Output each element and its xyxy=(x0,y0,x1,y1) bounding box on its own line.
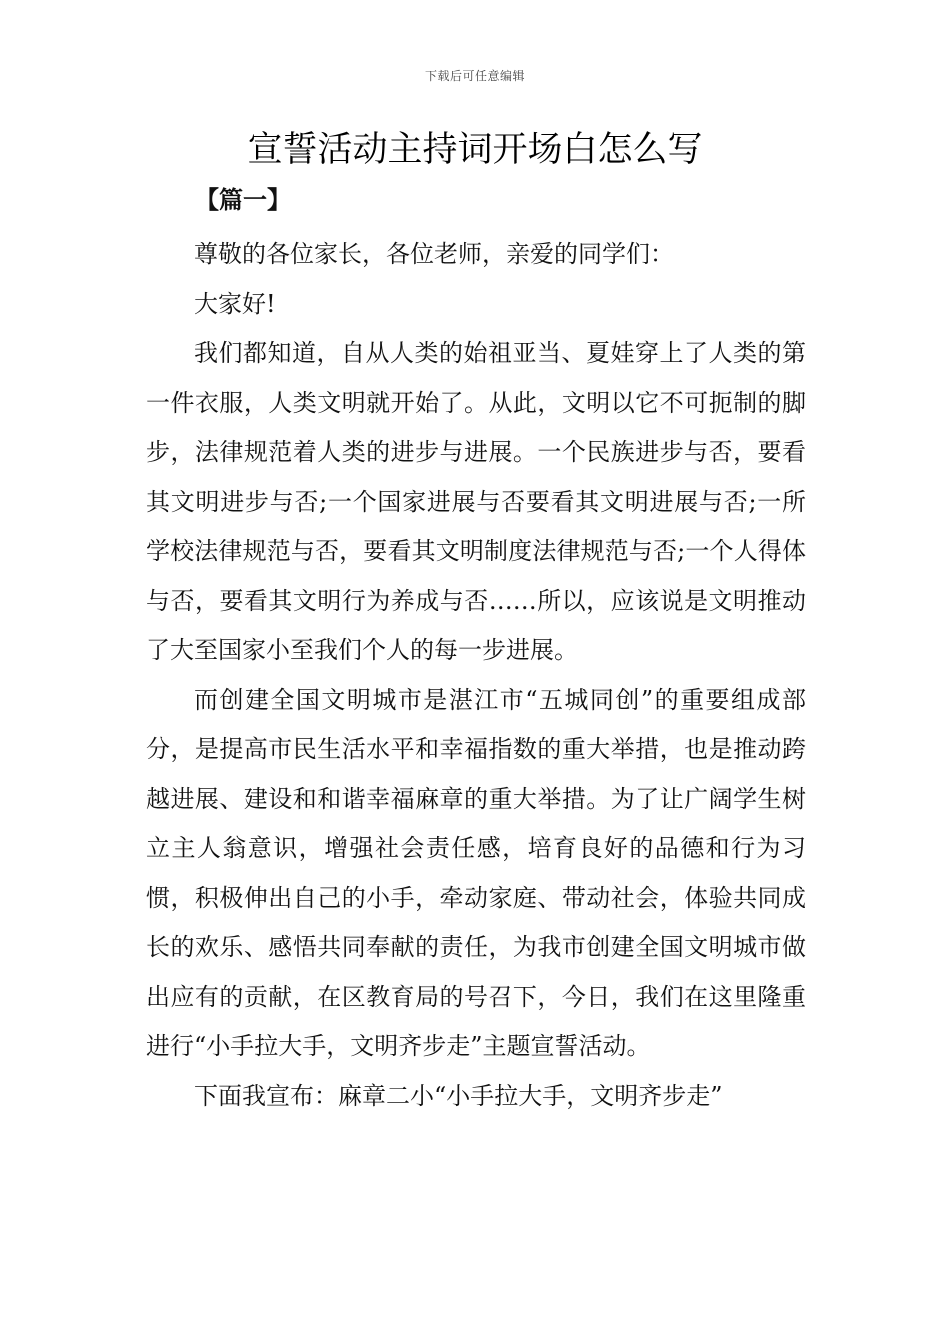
paragraph-city-creation: 而创建全国文明城市是湛江市“五城同创”的重要组成部分，是提高市民生活水平和幸福指数的重大举措，也是推动跨越进展、建设和和谐幸福麻章的重大举措。为了让广阔学生树立主人翁意识，增强社会责任感，培育良好的品德和行为习惯，积极伸出自己的小手，牵动家庭、带动社会，体验共同成长的欢乐、感悟共同奉献的责任，为我市创建全国文明城市做出应有的贡献，在区教育局的号召下，今日，我们在这里隆重进行“小手拉大手，文明齐步走”主题宣誓活动。 xyxy=(146,685,806,1060)
paragraph-announcement: 下面我宣布：麻章二小“小手拉大手，文明齐步走” xyxy=(194,1081,723,1110)
header-note: 下载后可任意编辑 xyxy=(424,69,525,83)
paragraph-greeting: 大家好! xyxy=(194,289,276,318)
document-body xyxy=(146,182,806,1121)
paragraph-civilization: 我们都知道，自从人类的始祖亚当、夏娃穿上了人类的第一件衣服，人类文明就开始了。从此，文明以它不可扼制的脚步，法律规范着人类的进步与进展。一个民族进步与否，要看其文明进步与否;一个国家进展与否要看其文明进展与否;一所学校法律规范与否，要看其文明制度法律规范与否;一个人得体与否，要看其文明行为养成与否……所以，应该说是文明推动了大至国家小至我们个人的每一步进展。 xyxy=(146,339,806,664)
section-label: 【篇一】 xyxy=(195,185,291,214)
paragraph-salutation: 尊敬的各位家长，各位老师，亲爱的同学们： xyxy=(194,240,674,268)
document-title: 宣誓活动主持词开场白怎么写 xyxy=(247,130,703,170)
